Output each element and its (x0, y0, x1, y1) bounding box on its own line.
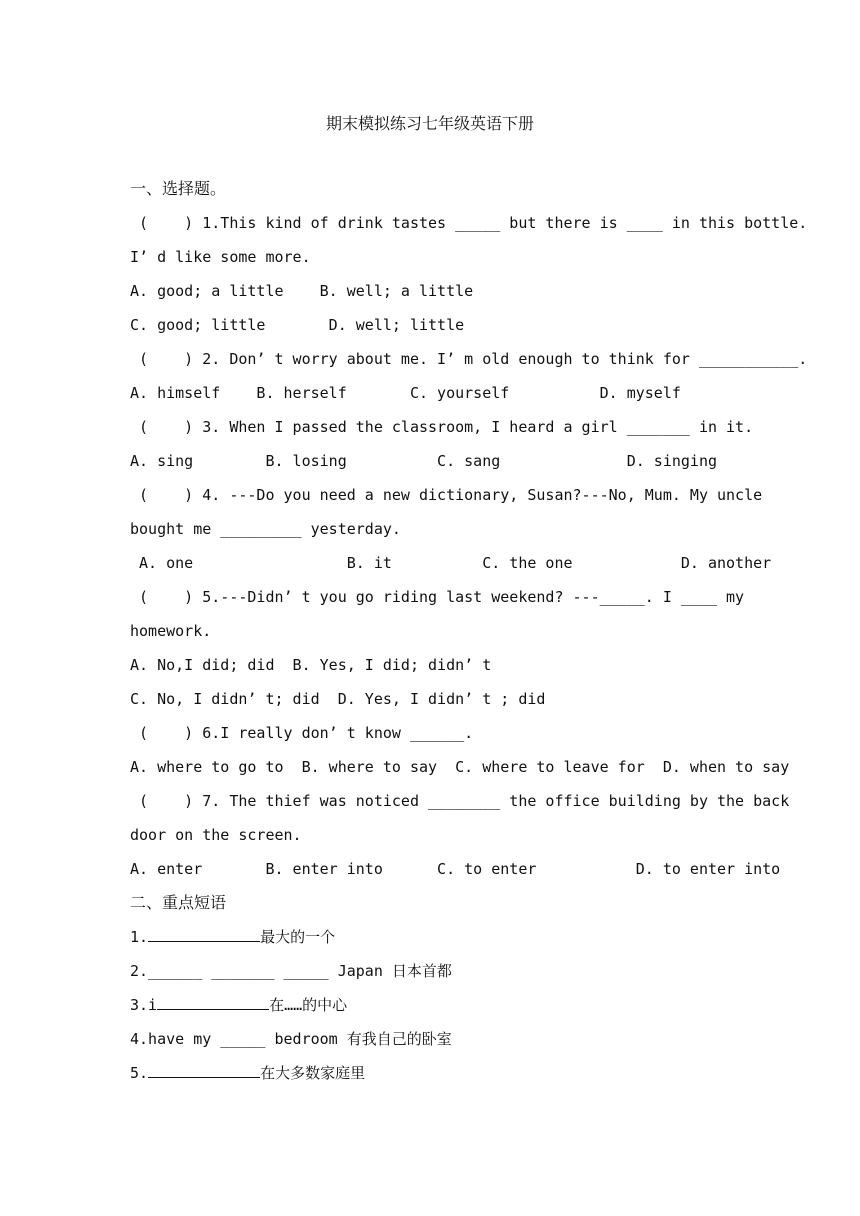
document-body (130, 172, 808, 1090)
answer-blank[interactable] (148, 926, 260, 942)
question-line: I’ d like some more. (130, 248, 311, 266)
question-line: ( ) 1.This kind of drink tastes _____ but there is ____ in this bottle. (130, 214, 808, 232)
question-line: door on the screen. (130, 826, 302, 844)
question-line: A. No,I did; did B. Yes, I did; didn’ t (130, 656, 492, 674)
phrase-meaning: 在……的中心 (269, 996, 348, 1014)
phrase-number: 3.i (130, 996, 158, 1014)
phrase-number: 1. (130, 928, 149, 946)
question-line: ( ) 6.I really don’ t know ______. (130, 724, 474, 742)
question-line: A. good; a little B. well; a little (130, 282, 474, 300)
phrase-line-2: 2.______ _______ _____ Japan 日本首都 (130, 962, 452, 980)
phrase-line-5 (130, 1056, 730, 1090)
question-line: ( ) 5.---Didn’ t you go riding last weekend? ---_____. I ____ my (130, 588, 745, 606)
question-line: A. where to go to B. where to say C. where to leave for D. when to say (130, 758, 790, 776)
question-line: ( ) 4. ---Do you need a new dictionary, Susan?---No, Mum. My uncle (130, 486, 763, 504)
question-line: A. sing B. losing C. sang D. singing (130, 452, 717, 470)
phrase-number: 5. (130, 1064, 149, 1082)
question-line: ( ) 7. The thief was noticed ________ the office building by the back (130, 792, 790, 810)
phrase-line-4: 4.have my _____ bedroom 有我自己的卧室 (130, 1030, 452, 1048)
question-line: A. one B. it C. the one D. another (130, 554, 772, 572)
phrase-line-3 (130, 988, 730, 1022)
question-line: C. good; little D. well; little (130, 316, 465, 334)
question-line: ( ) 2. Don’ t worry about me. I’ m old enough to think for ___________. (130, 350, 808, 368)
question-line: bought me _________ yesterday. (130, 520, 401, 538)
question-line: homework. (130, 622, 212, 640)
page-title: 期末模拟练习七年级英语下册 (325, 114, 534, 133)
phrase-line-1 (130, 920, 730, 954)
answer-blank[interactable] (157, 994, 269, 1010)
section-heading-choice: 一、选择题。 (130, 179, 227, 198)
question-line: C. No, I didn’ t; did D. Yes, I didn’ t ; did (130, 690, 546, 708)
answer-blank[interactable] (148, 1062, 260, 1078)
question-line: A. himself B. herself C. yourself D. myself (130, 384, 681, 402)
section-heading-phrases: 二、重点短语 (130, 893, 227, 912)
question-line: A. enter B. enter into C. to enter D. to enter into (130, 860, 781, 878)
phrase-meaning: 最大的一个 (260, 928, 336, 946)
phrase-meaning: 在大多数家庭里 (260, 1064, 366, 1082)
question-line: ( ) 3. When I passed the classroom, I heard a girl _______ in it. (130, 418, 754, 436)
